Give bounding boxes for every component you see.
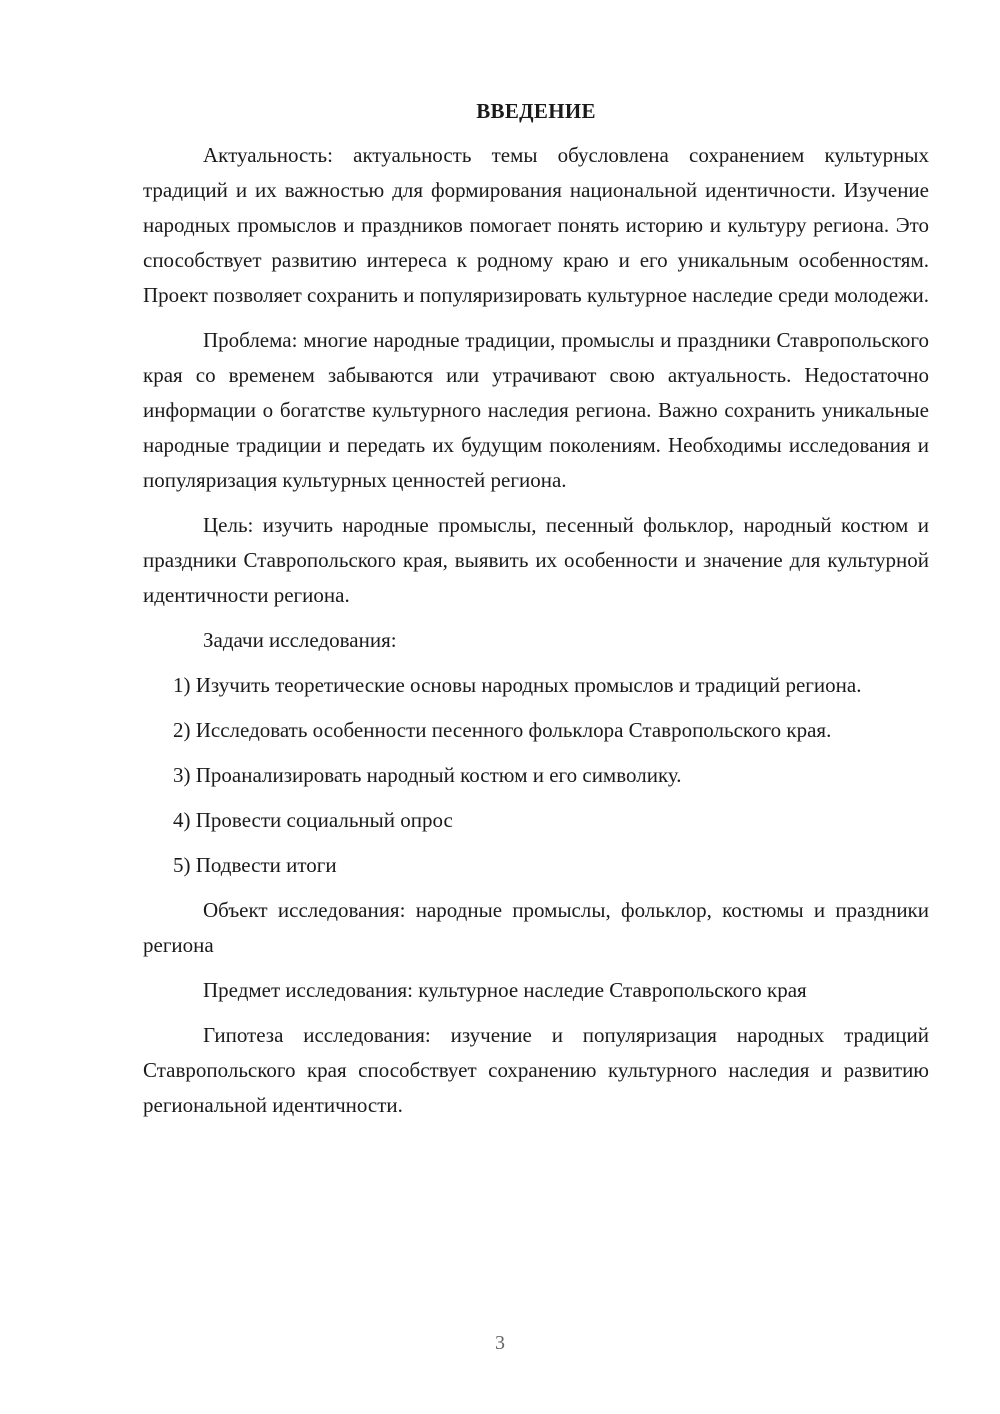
task-item-1: 1) Изучить теоретические основы народных промыслов и традиций региона. <box>173 673 862 697</box>
object-paragraph: Объект исследования: народные промыслы, фольклор, костюмы и праздники региона <box>143 898 929 957</box>
goal-paragraph: Цель: изучить народные промыслы, песенный фольклор, народный костюм и праздники Ставропольского края, выявить их особенности и значение для культурной идентичности региона. <box>143 513 929 607</box>
hypothesis-paragraph: Гипотеза исследования: изучение и популяризация народных традиций Ставропольского края способствует сохранению культурного наследия и развитию региональной идентичности. <box>143 1023 929 1117</box>
subject-paragraph: Предмет исследования: культурное наследие Ставропольского края <box>203 978 807 1002</box>
tasks-heading: Задачи исследования: <box>203 628 397 652</box>
section-title: ВВЕДЕНИЕ <box>476 99 596 123</box>
problem-paragraph: Проблема: многие народные традиции, промыслы и праздники Ставропольского края со временем забываются или утрачивают свою актуальность. Недостаточно информации о богатстве культурного наследия региона. Важно сохранить уникальные народные традиции и передать их будущим поколениям. Необходимы исследования и популяризация культурных ценностей региона. <box>143 328 929 492</box>
task-item-3: 3) Проанализировать народный костюм и его символику. <box>173 763 682 787</box>
page-number: 3 <box>495 1332 505 1354</box>
task-item-4: 4) Провести социальный опрос <box>173 808 453 832</box>
document-page <box>143 96 929 1133</box>
task-item-5: 5) Подвести итоги <box>173 853 337 877</box>
relevance-paragraph: Актуальность: актуальность темы обусловлена сохранением культурных традиций и их важностью для формирования национальной идентичности. Изучение народных промыслов и праздников помогает понять историю и культуру региона. Это способствует развитию интереса к родному краю и его уникальным особенностям. Проект позволяет сохранить и популяризировать культурное наследие среди молодежи. <box>143 143 930 307</box>
task-item-2: 2) Исследовать особенности песенного фольклора Ставропольского края. <box>173 718 832 742</box>
